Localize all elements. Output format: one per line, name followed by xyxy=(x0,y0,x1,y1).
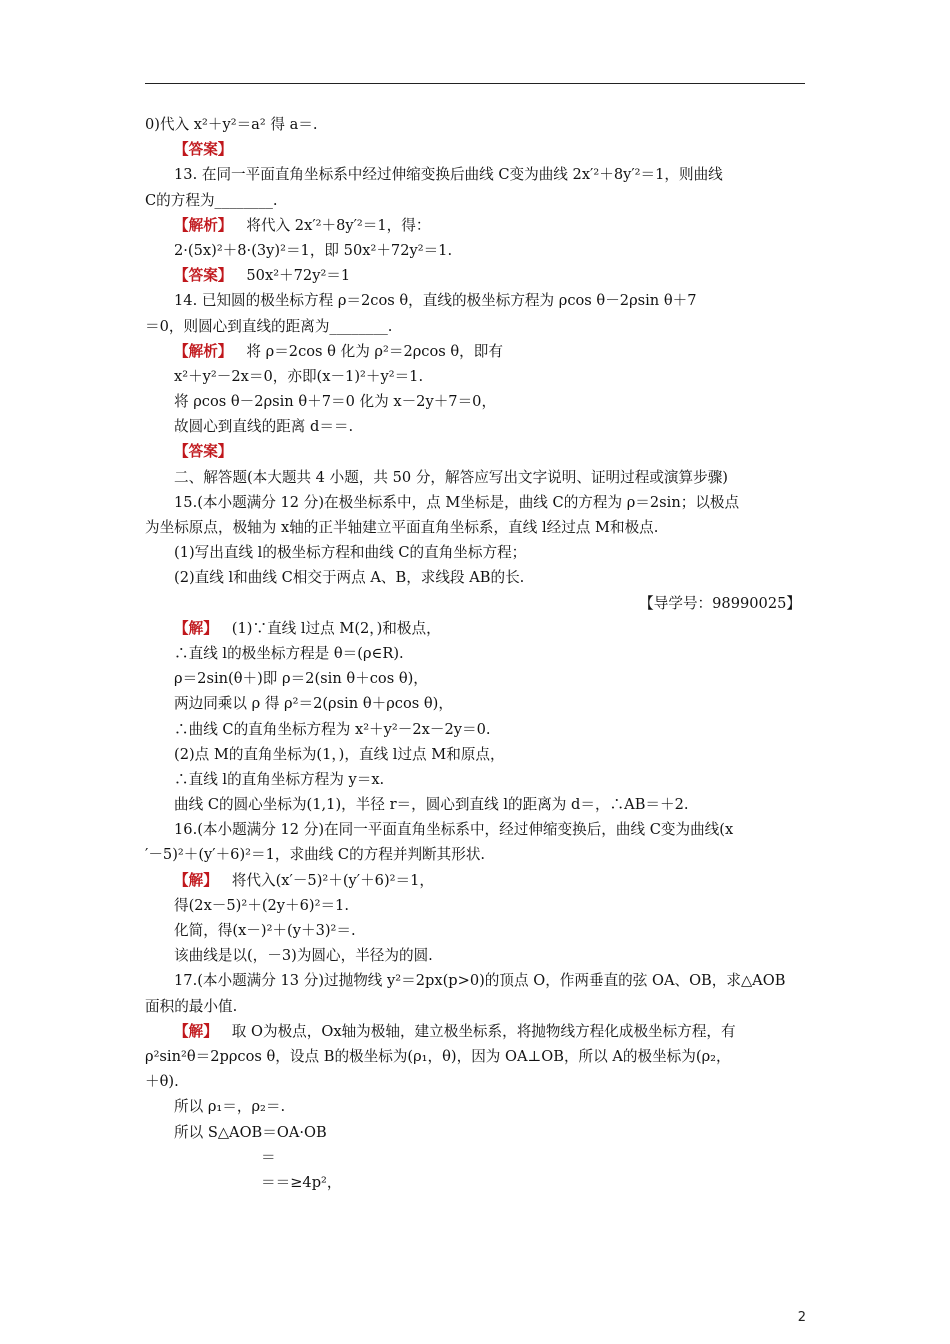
text-line xyxy=(145,616,807,641)
text-line xyxy=(145,1069,807,1094)
section-tag: 【解析】 xyxy=(174,342,233,360)
line-text: 化简，得(x－)²＋(y＋3)²＝. xyxy=(174,922,356,939)
text-line xyxy=(145,162,807,187)
text-line xyxy=(145,943,807,968)
line-text: 16.(本小题满分 12 分)在同一平面直角坐标系中，经过伸缩变换后，曲线 C变为曲线(x xyxy=(174,821,734,839)
section-tag: 【答案】 xyxy=(174,141,233,159)
text-line xyxy=(145,968,807,993)
section-tag: 【答案】 xyxy=(174,267,233,285)
line-text: 将代入(x′－5)²＋(y′＋6)²＝1， xyxy=(231,871,434,889)
text-line xyxy=(145,263,807,288)
section-tag: 【解】 xyxy=(174,619,218,637)
text-line xyxy=(145,565,807,590)
text-line xyxy=(145,389,807,414)
text-line xyxy=(145,918,807,943)
text-line xyxy=(145,1145,807,1170)
text-line xyxy=(145,893,807,918)
text-line xyxy=(145,868,807,893)
line-text: 2·(5x)²＋8·(3y)²＝1，即 50x²＋72y²＝1. xyxy=(174,241,453,259)
text-line xyxy=(145,490,807,515)
text-line xyxy=(145,515,807,540)
text-line xyxy=(145,994,807,1019)
line-text: 面积的最小值. xyxy=(145,997,238,1015)
line-text: 14. 已知圆的极坐标方程 ρ＝2cos θ，直线的极坐标方程为 ρcos θ－2ρsin θ＋7 xyxy=(174,292,697,310)
text-line xyxy=(145,691,807,716)
text-line xyxy=(145,1120,807,1145)
document-body xyxy=(145,112,807,1195)
section-tag: 【解析】 xyxy=(174,216,233,234)
text-line xyxy=(145,364,807,389)
line-text: 故圆心到直线的距离 d＝＝. xyxy=(174,418,354,436)
line-text: (1)写出直线 l的极坐标方程和曲线 C的直角坐标方程； xyxy=(174,544,527,562)
line-text: ∴直线 l的极坐标方程是 θ＝(ρ∈R). xyxy=(174,644,404,662)
line-text: 将 ρ＝2cos θ 化为 ρ²＝2ρcos θ，即有 xyxy=(246,342,503,360)
line-text: 取 O为极点，Ox轴为极轴，建立极坐标系，将抛物线方程化成极坐标方程，有 xyxy=(231,1022,736,1040)
line-text: ρ²sin²θ＝2pρcos θ，设点 B的极坐标为(ρ₁，θ)，因为 OA⊥OB，所以 A的极坐标为(ρ₂， xyxy=(145,1047,731,1065)
line-text: ∴曲线 C的直角坐标方程为 x²＋y²－2x－2y＝0. xyxy=(174,720,491,738)
text-line xyxy=(145,314,807,339)
header-rule xyxy=(145,83,805,84)
line-text: 将代入 2x′²＋8y′²＝1，得： xyxy=(246,216,431,234)
line-text: 二、解答题(本大题共 4 小题，共 50 分，解答应写出文字说明、证明过程或演算步骤) xyxy=(174,468,728,486)
text-line xyxy=(145,742,807,767)
text-line xyxy=(145,439,807,464)
text-line xyxy=(145,1019,807,1044)
line-text: 得(2x－5)²＋(2y＋6)²＝1. xyxy=(174,896,349,914)
section-tag: 【答案】 xyxy=(174,443,233,461)
text-line xyxy=(145,1044,807,1069)
line-text: ＝ xyxy=(261,1148,276,1166)
line-text: ＋θ). xyxy=(145,1073,179,1091)
line-text: ρ＝2sin(θ＋)即 ρ＝2(sin θ＋cos θ)， xyxy=(174,670,428,688)
line-text: (2)点 M的直角坐标为(1，)，直线 l过点 M和原点， xyxy=(174,745,505,763)
text-line xyxy=(145,414,807,439)
page-number: 2 xyxy=(797,1310,806,1325)
line-text: 0)代入 x²＋y²＝a² 得 a＝. xyxy=(145,116,318,133)
text-line xyxy=(145,465,807,490)
text-line xyxy=(145,817,807,842)
line-text: C的方程为________. xyxy=(145,191,278,209)
text-line xyxy=(145,1170,807,1195)
text-line xyxy=(145,717,807,742)
text-line xyxy=(145,540,807,565)
text-line xyxy=(145,213,807,238)
line-text: 17.(本小题满分 13 分)过抛物线 y²＝2px(p>0)的顶点 O，作两垂直的弦 OA、OB，求△AOB xyxy=(174,972,786,990)
section-tag: 【解】 xyxy=(174,1022,218,1040)
line-text: 为坐标原点，极轴为 x轴的正半轴建立平面直角坐标系，直线 l经过点 M和极点. xyxy=(145,519,659,536)
line-text: 两边同乘以 ρ 得 ρ²＝2(ρsin θ＋ρcos θ)， xyxy=(174,695,453,713)
line-text: 将 ρcos θ－2ρsin θ＋7＝0 化为 x－2y＋7＝0， xyxy=(174,393,497,411)
text-line xyxy=(145,339,807,364)
text-line xyxy=(145,112,807,137)
line-text: 【导学号：98990025】 xyxy=(639,594,801,612)
line-text: 15.(本小题满分 12 分)在极坐标系中，点 M坐标是，曲线 C的方程为 ρ＝2sin；以极点 xyxy=(174,493,740,511)
text-line xyxy=(145,188,807,213)
section-tag: 【解】 xyxy=(174,871,218,889)
line-text: x²＋y²－2x＝0，亦即(x－1)²＋y²＝1. xyxy=(174,367,424,385)
line-text: ∴直线 l的直角坐标方程为 y＝x. xyxy=(174,770,385,788)
line-text: ′－5)²＋(y′＋6)²＝1，求曲线 C的方程并判断其形状. xyxy=(145,846,486,864)
text-line xyxy=(145,591,807,616)
line-text: 曲线 C的圆心坐标为(1,1)，半径 r＝，圆心到直线 l的距离为 d＝，∴AB＝＋2. xyxy=(174,796,689,814)
text-line xyxy=(145,238,807,263)
line-text: 13. 在同一平面直角坐标系中经过伸缩变换后曲线 C变为曲线 2x′²＋8y′²＝1，则曲线 xyxy=(174,166,723,184)
line-text: ＝＝≥4p²， xyxy=(261,1173,342,1191)
text-line xyxy=(145,767,807,792)
text-line xyxy=(145,666,807,691)
line-text: (2)直线 l和曲线 C相交于两点 A、B，求线段 AB的长. xyxy=(174,569,525,587)
text-line xyxy=(145,792,807,817)
text-line xyxy=(145,288,807,313)
line-text: 50x²＋72y²＝1 xyxy=(246,267,351,285)
line-text: 所以 S△AOB＝OA·OB xyxy=(174,1123,327,1141)
text-line xyxy=(145,1094,807,1119)
text-line xyxy=(145,842,807,867)
line-text: 该曲线是以(，－3)为圆心，半径为的圆. xyxy=(174,947,433,965)
line-text: 所以 ρ₁＝，ρ₂＝. xyxy=(174,1098,286,1116)
text-line xyxy=(145,137,807,162)
line-text: ＝0，则圆心到直线的距离为________. xyxy=(145,317,393,335)
text-line xyxy=(145,641,807,666)
line-text: (1)∵直线 l过点 M(2，)和极点， xyxy=(231,619,441,637)
